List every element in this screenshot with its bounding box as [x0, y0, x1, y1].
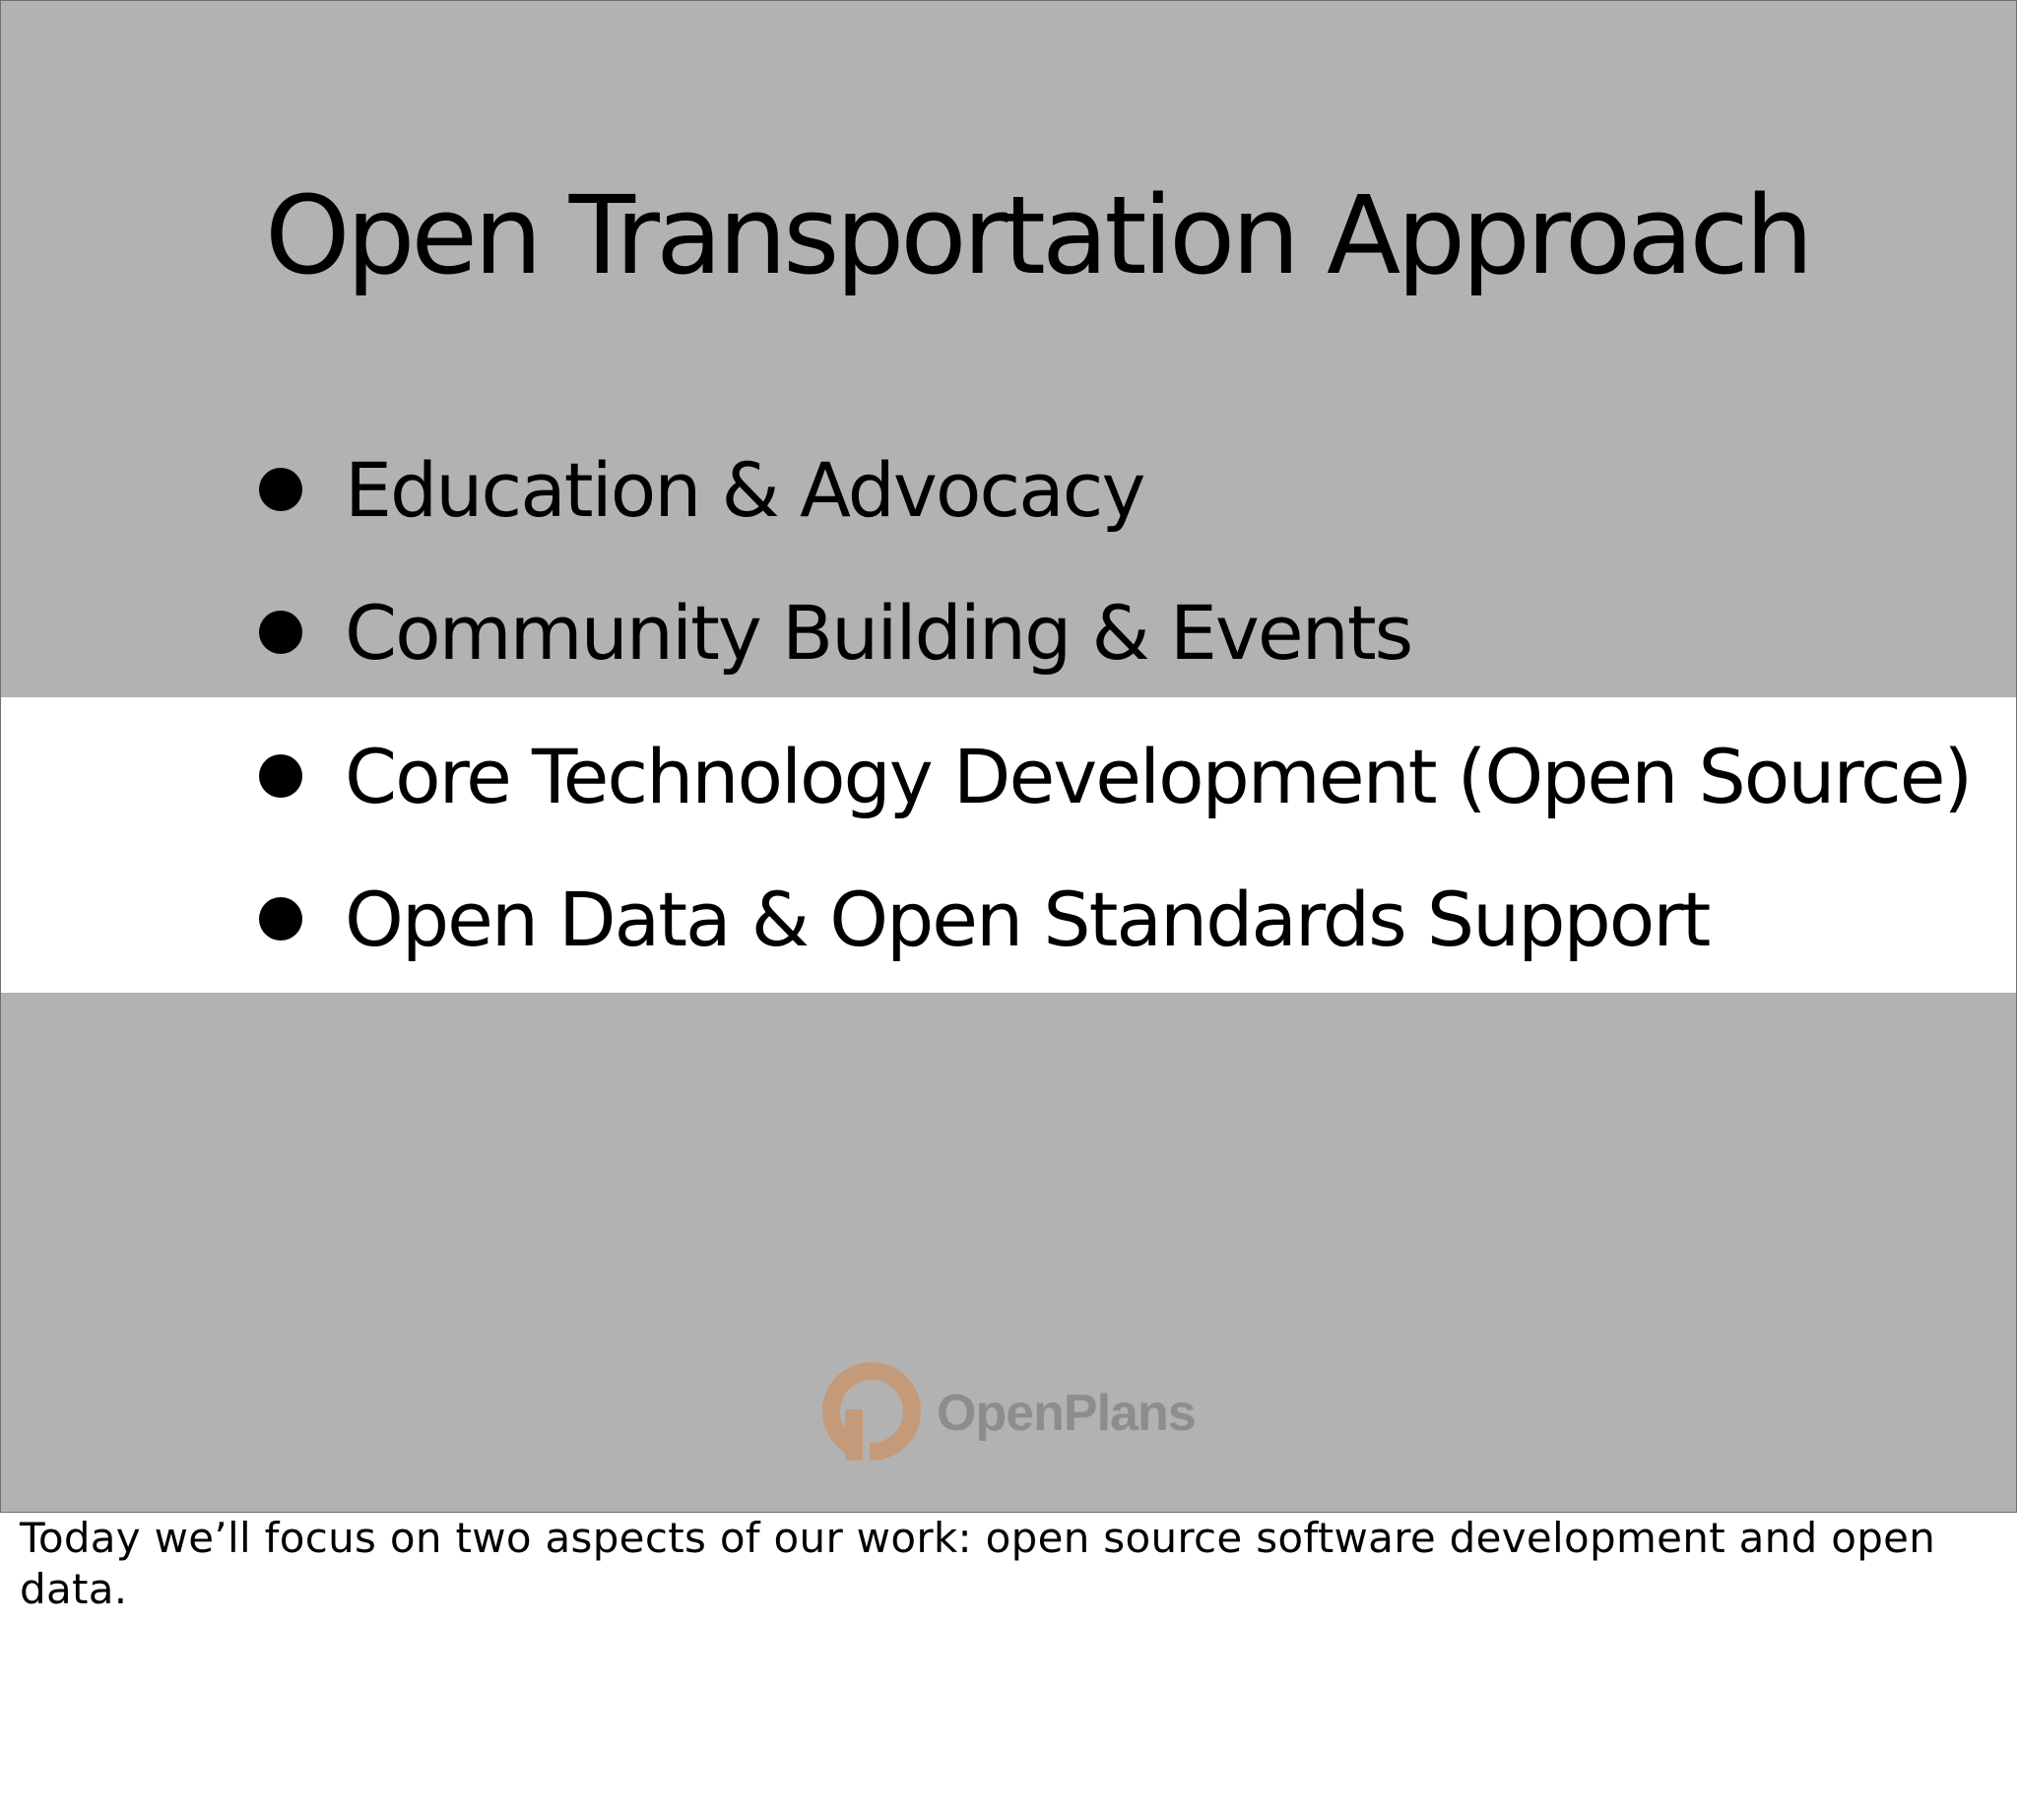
- speaker-notes: Today we’ll focus on two aspects of our work: open source software development and open data.: [20, 1514, 1936, 1613]
- openplans-logo-mark-icon: [820, 1360, 923, 1462]
- bullet-dot-icon: [259, 468, 302, 511]
- bullet-text: Community Building & Events: [345, 589, 1412, 677]
- bullet-dot-icon: [259, 611, 302, 654]
- slide-title: Open Transportation Approach: [265, 172, 1810, 298]
- bullet-text: Core Technology Development (Open Source): [345, 733, 1972, 820]
- bullet-text: Education & Advocacy: [345, 446, 1144, 534]
- openplans-logo-text: OpenPlans: [937, 1385, 1196, 1442]
- bullet-dot-icon: [259, 754, 302, 798]
- openplans-logo: [820, 1360, 1214, 1468]
- bullet-text: Open Data & Open Standards Support: [345, 876, 1710, 963]
- bullet-dot-icon: [259, 897, 302, 941]
